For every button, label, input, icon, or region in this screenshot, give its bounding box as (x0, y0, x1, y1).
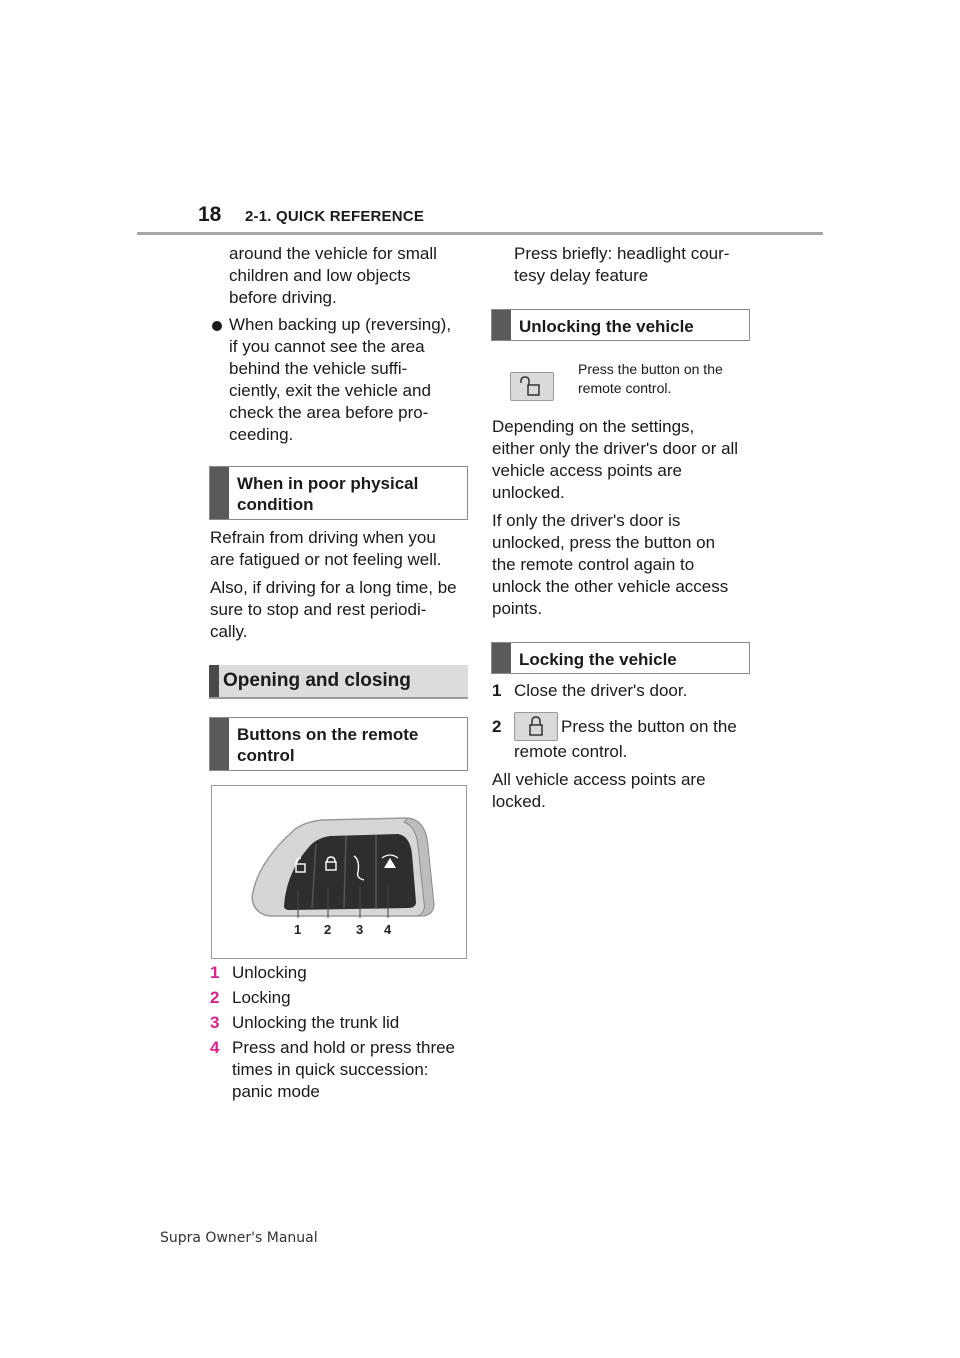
press-briefly-text (514, 243, 729, 287)
text-line: unlocked. (492, 483, 565, 502)
heading-bar (209, 665, 219, 697)
text-line: if you cannot see the area (229, 337, 425, 356)
unlocking-para1 (492, 416, 738, 504)
unlocking-para2 (492, 510, 728, 620)
section-title: 2-1. QUICK REFERENCE (245, 208, 425, 225)
text-line: panic mode (232, 1082, 320, 1101)
title-line: control (237, 746, 295, 765)
title-line: condition (237, 495, 314, 514)
intro-text (229, 243, 437, 309)
list-number: 3 (210, 1013, 220, 1032)
subheading-buttons-remote (209, 717, 468, 771)
callout-2: 2 (324, 922, 332, 937)
list-item (210, 962, 470, 984)
subheading-bar (210, 718, 229, 770)
text-line: sure to stop and rest periodi- (210, 600, 427, 619)
list-item (210, 1012, 470, 1034)
subheading-unlocking (491, 309, 750, 341)
locking-step-2-number (492, 716, 501, 738)
text-line: around the vehicle for small (229, 244, 437, 263)
heading-title: Opening and closing (223, 670, 411, 691)
poor-condition-para2 (210, 577, 457, 643)
text-line: vehicle access points are (492, 461, 682, 480)
step-text: Close the driver's door. (514, 681, 688, 700)
locking-step-1 (492, 680, 687, 702)
page-number: 18 (198, 203, 222, 226)
text-line: Press briefly: headlight cour- (514, 244, 730, 263)
title-line: When in poor physical (237, 474, 419, 493)
text-line: Refrain from driving when you (210, 528, 436, 547)
unlock-icon (511, 373, 553, 400)
text-line: the remote control again to (492, 555, 695, 574)
callout-3: 3 (356, 922, 364, 937)
text-line: tesy delay feature (514, 266, 649, 285)
list-text: Locking (232, 988, 291, 1007)
remote-control-figure (211, 785, 467, 959)
text-line: remote control. (578, 380, 672, 396)
subheading-title (237, 724, 461, 766)
subheading-title: Unlocking the vehicle (519, 317, 694, 336)
lock-icon (515, 713, 557, 740)
title-line: Buttons on the remote (237, 725, 419, 744)
text-line: children and low objects (229, 266, 411, 285)
lock-button-icon (514, 712, 558, 741)
step-number: 1 (492, 681, 502, 700)
subheading-title (237, 473, 461, 515)
text-line: unlock the other vehicle access (492, 577, 729, 596)
list-item (210, 1037, 470, 1103)
unlock-button-icon (510, 372, 554, 401)
step-number: 2 (492, 717, 502, 736)
text-line: times in quick succession: (232, 1060, 429, 1079)
subheading-bar (492, 643, 511, 673)
subheading-locking (491, 642, 750, 674)
header-rule (137, 232, 823, 235)
text-line: Also, if driving for a long time, be (210, 578, 457, 597)
text-line: are fatigued or not feeling well. (210, 550, 442, 569)
unlock-note (578, 360, 723, 398)
list-number: 1 (210, 963, 220, 982)
text-line: cally. (210, 622, 248, 641)
text-line: Depending on the settings, (492, 417, 695, 436)
callout-4: 4 (384, 922, 392, 937)
text-line: check the area before pro- (229, 403, 429, 422)
step-text: remote control. (514, 742, 628, 761)
text-line: When backing up (reversing), (229, 315, 452, 334)
list-text: Unlocking the trunk lid (232, 1013, 400, 1032)
text-line: ciently, exit the vehicle and (229, 381, 431, 400)
subheading-poor-condition (209, 466, 468, 520)
text-line: Press and hold or press three (232, 1038, 456, 1057)
text-line: behind the vehicle suffi- (229, 359, 408, 378)
text-line: unlocked, press the button on (492, 533, 716, 552)
subheading-bar (210, 467, 229, 519)
subheading-title: Locking the vehicle (519, 650, 677, 669)
bullet-text (229, 314, 451, 446)
text-line: ceeding. (229, 425, 294, 444)
subheading-bar (492, 310, 511, 340)
list-item (210, 987, 470, 1009)
list-number: 4 (210, 1038, 220, 1057)
remote-key-illustration (212, 786, 466, 958)
bullet-dot-icon (212, 321, 222, 331)
text-line: either only the driver's door or all (492, 439, 739, 458)
text-line: before driving. (229, 288, 337, 307)
heading-opening-closing (209, 665, 468, 699)
callout-1: 1 (294, 922, 302, 937)
list-text (232, 1037, 455, 1103)
locking-para (492, 769, 706, 813)
button-list (210, 962, 470, 1103)
footer-manual-name: Supra Owner's Manual (160, 1230, 318, 1246)
list-text: Unlocking (232, 963, 307, 982)
step-text: Press the button on the (561, 717, 737, 736)
text-line: If only the driver's door is (492, 511, 681, 530)
poor-condition-para1 (210, 527, 442, 571)
text-line: locked. (492, 792, 546, 811)
text-line: All vehicle access points are (492, 770, 706, 789)
text-line: points. (492, 599, 543, 618)
text-line: Press the button on the (578, 361, 723, 377)
list-number: 2 (210, 988, 220, 1007)
